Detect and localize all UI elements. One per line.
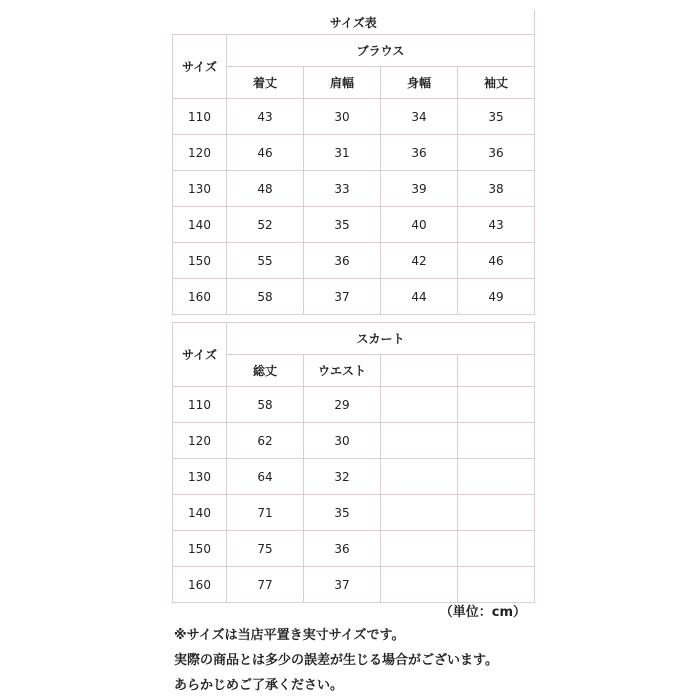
value-cell [381, 567, 458, 603]
value-cell: 37 [304, 279, 381, 315]
size-cell: 120 [173, 423, 227, 459]
size-column-header: サイズ [173, 323, 227, 387]
value-cell: 33 [304, 171, 381, 207]
size-cell: 110 [173, 99, 227, 135]
column-header: 肩幅 [304, 67, 381, 99]
value-cell [458, 495, 535, 531]
value-cell [381, 495, 458, 531]
table-row [173, 243, 535, 279]
value-cell: 52 [227, 207, 304, 243]
column-header [381, 355, 458, 387]
size-chart-title: サイズ表 [173, 10, 535, 35]
value-cell: 77 [227, 567, 304, 603]
value-cell [381, 423, 458, 459]
size-column-header: サイズ [173, 35, 227, 99]
value-cell: 43 [458, 207, 535, 243]
value-cell [458, 387, 535, 423]
table-row [173, 99, 535, 135]
value-cell: 32 [304, 459, 381, 495]
value-cell [458, 459, 535, 495]
notes [174, 623, 498, 698]
table-row [173, 423, 535, 459]
value-cell: 36 [458, 135, 535, 171]
column-header: 総丈 [227, 355, 304, 387]
value-cell: 36 [304, 243, 381, 279]
table-row [173, 207, 535, 243]
note-line: 実際の商品とは多少の誤差が生じる場合がございます。 [174, 653, 498, 668]
size-cell: 140 [173, 207, 227, 243]
value-cell: 39 [381, 171, 458, 207]
value-cell: 30 [304, 99, 381, 135]
value-cell: 30 [304, 423, 381, 459]
table-row [173, 279, 535, 315]
value-cell: 55 [227, 243, 304, 279]
value-cell: 64 [227, 459, 304, 495]
value-cell: 35 [458, 99, 535, 135]
size-cell: 110 [173, 387, 227, 423]
value-cell: 42 [381, 243, 458, 279]
column-header: ウエスト [304, 355, 381, 387]
value-cell [381, 459, 458, 495]
value-cell: 40 [381, 207, 458, 243]
value-cell: 37 [304, 567, 381, 603]
value-cell: 36 [304, 531, 381, 567]
value-cell: 46 [227, 135, 304, 171]
column-header [458, 355, 535, 387]
value-cell: 71 [227, 495, 304, 531]
size-cell: 160 [173, 567, 227, 603]
value-cell: 35 [304, 207, 381, 243]
value-cell: 38 [458, 171, 535, 207]
size-cell: 130 [173, 459, 227, 495]
size-cell: 120 [173, 135, 227, 171]
value-cell [458, 567, 535, 603]
size-cell: 150 [173, 531, 227, 567]
note-line: ※サイズは当店平置き実寸サイズです。 [174, 628, 405, 643]
value-cell: 75 [227, 531, 304, 567]
column-header: 袖丈 [458, 67, 535, 99]
table-row [173, 171, 535, 207]
value-cell: 62 [227, 423, 304, 459]
size-cell: 160 [173, 279, 227, 315]
note-line: あらかじめご了承ください。 [174, 678, 344, 693]
table-row [173, 495, 535, 531]
skirt-size-table [172, 322, 535, 603]
column-header: 身幅 [381, 67, 458, 99]
value-cell: 58 [227, 387, 304, 423]
table-row [173, 135, 535, 171]
value-cell: 35 [304, 495, 381, 531]
size-cell: 130 [173, 171, 227, 207]
value-cell: 48 [227, 171, 304, 207]
value-cell: 44 [381, 279, 458, 315]
column-header: 着丈 [227, 67, 304, 99]
table-row [173, 387, 535, 423]
blouse-group-header: ブラウス [227, 35, 535, 67]
value-cell: 58 [227, 279, 304, 315]
size-cell: 150 [173, 243, 227, 279]
value-cell: 29 [304, 387, 381, 423]
table-row [173, 459, 535, 495]
value-cell: 36 [381, 135, 458, 171]
unit-label: （単位：cm） [439, 605, 526, 620]
value-cell [381, 387, 458, 423]
size-cell: 140 [173, 495, 227, 531]
table-row [173, 531, 535, 567]
value-cell [381, 531, 458, 567]
table-row [173, 567, 535, 603]
value-cell: 46 [458, 243, 535, 279]
value-cell: 34 [381, 99, 458, 135]
value-cell: 43 [227, 99, 304, 135]
value-cell: 31 [304, 135, 381, 171]
value-cell [458, 531, 535, 567]
skirt-group-header: スカート [227, 323, 535, 355]
blouse-size-table [172, 10, 535, 315]
value-cell [458, 423, 535, 459]
value-cell: 49 [458, 279, 535, 315]
